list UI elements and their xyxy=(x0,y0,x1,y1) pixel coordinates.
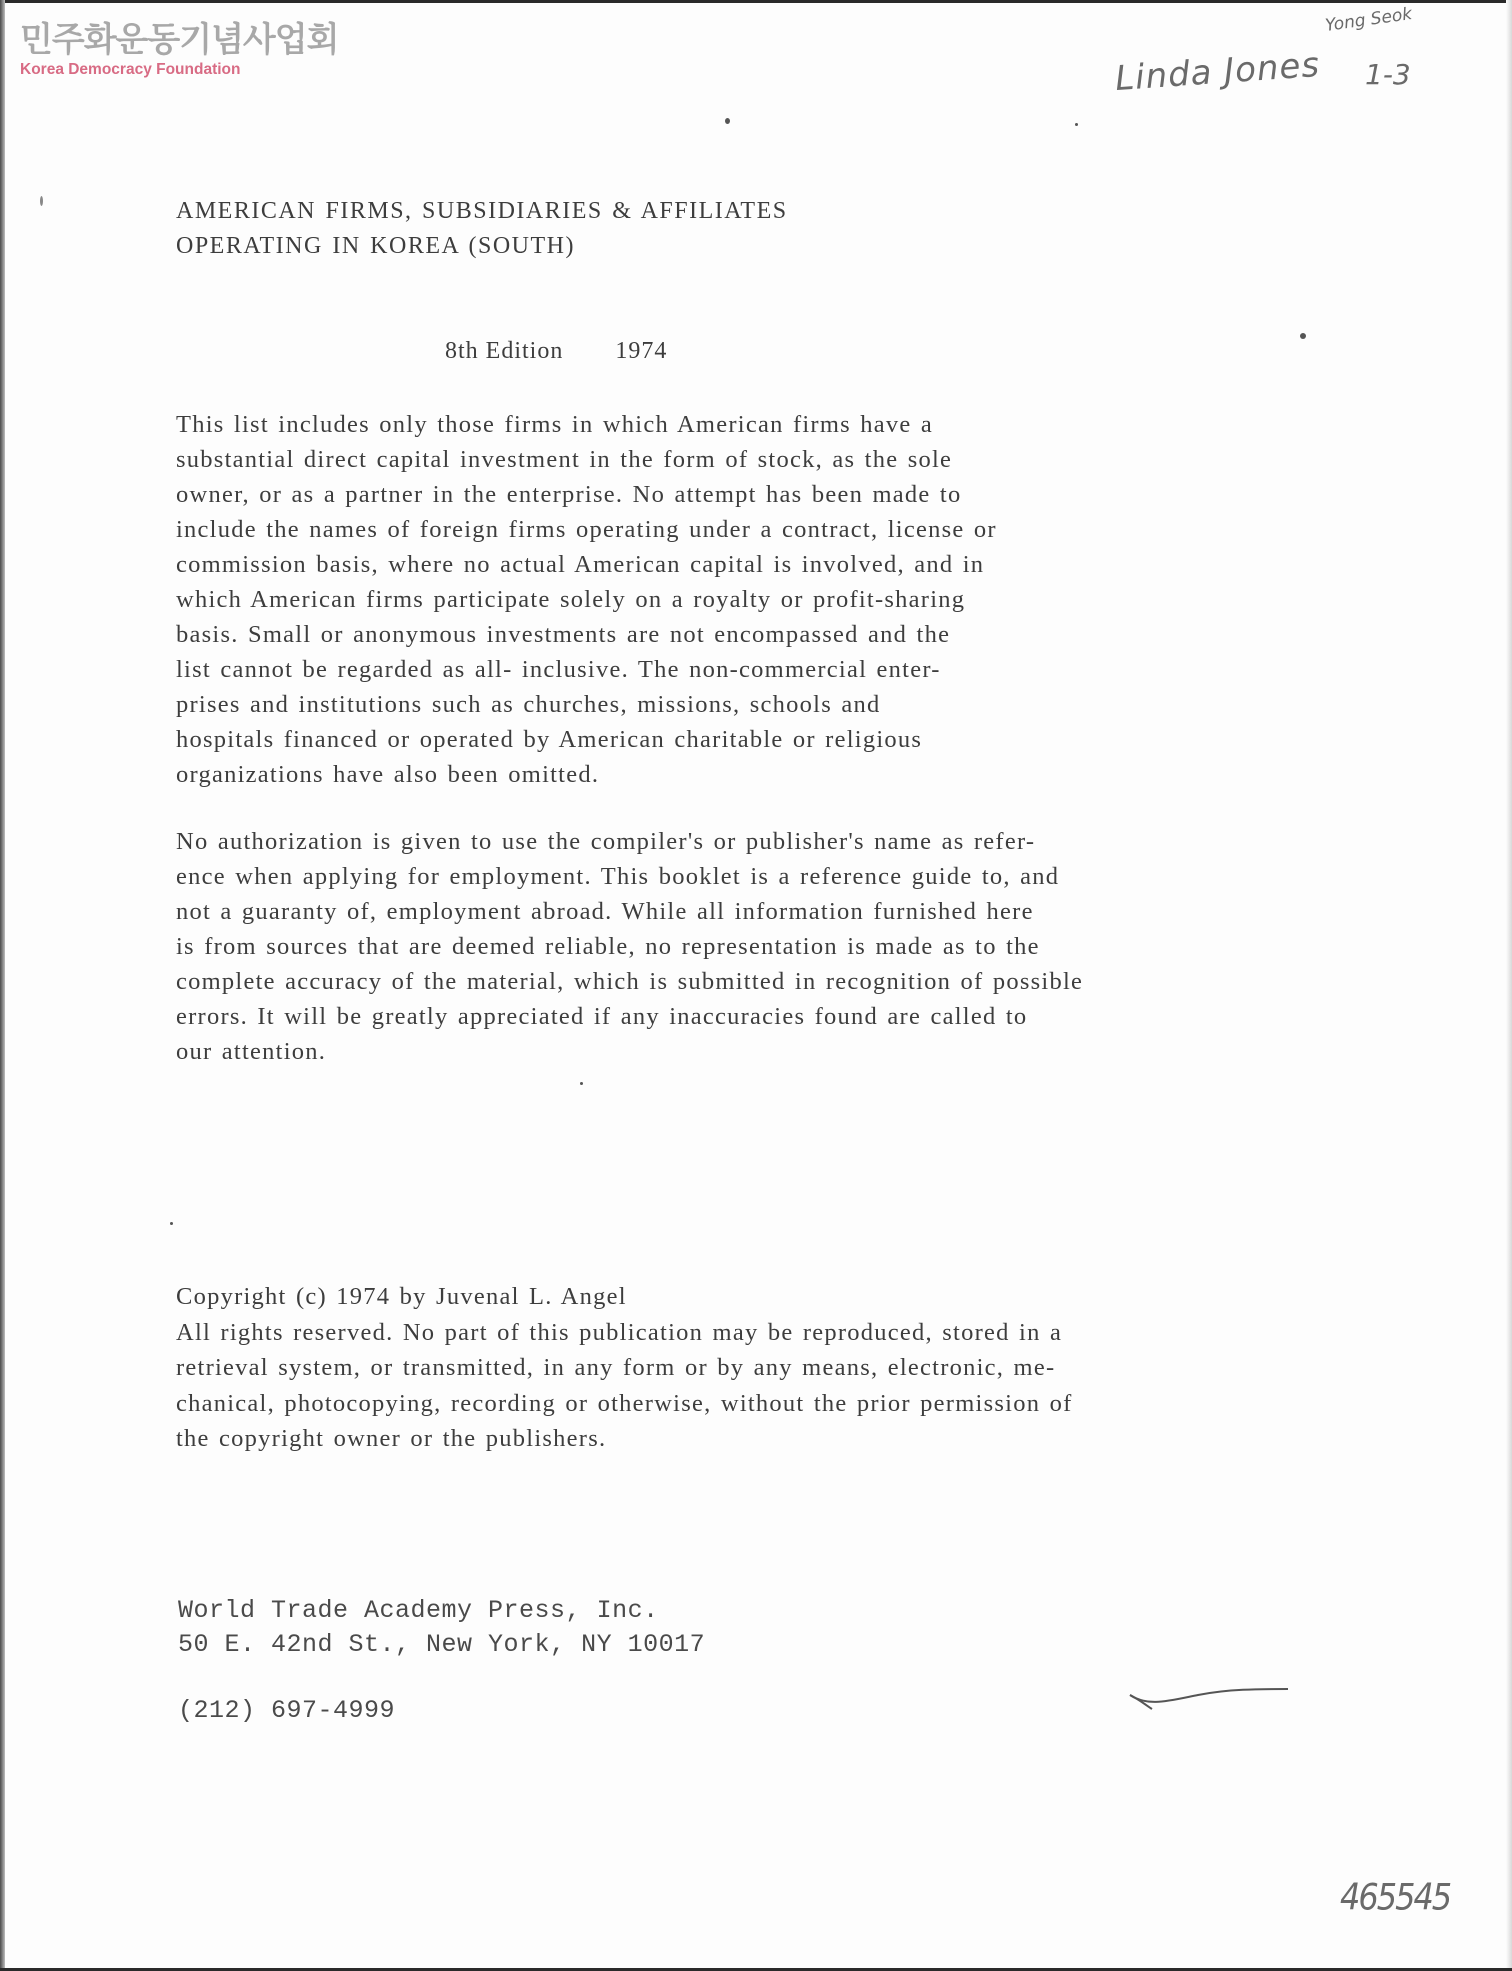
paragraph-line: prises and institutions such as churches, missions, schools and xyxy=(176,691,881,718)
scope-paragraph xyxy=(176,407,997,792)
copyright-notice xyxy=(176,1279,1072,1457)
copyright-line: Copyright (c) 1974 by Juvenal L. Angel xyxy=(176,1283,627,1310)
scan-left-edge xyxy=(0,0,5,1971)
disclaimer-paragraph xyxy=(176,824,1083,1069)
scan-right-edge xyxy=(1506,0,1512,1971)
paragraph-line: include the names of foreign firms operating under a contract, license or xyxy=(176,516,997,543)
handwritten-name: Linda Jones xyxy=(1113,44,1322,100)
copyright-line: the copyright owner or the publishers. xyxy=(176,1425,607,1452)
edition-label: 8th Edition xyxy=(445,338,564,364)
scan-speck xyxy=(1075,123,1078,126)
logo-korean-text: 민주화운동기념사업회 xyxy=(20,20,339,60)
scan-speck xyxy=(725,118,730,124)
document-title-line-1: AMERICAN FIRMS, SUBSIDIARIES & AFFILIATES xyxy=(176,198,788,224)
paragraph-line: which American firms participate solely on a royalty or profit-sharing xyxy=(176,586,966,613)
handwritten-top-note: Yong Seok xyxy=(1324,4,1414,36)
paragraph-line: list cannot be regarded as all- inclusive. The non-commercial enter- xyxy=(176,656,941,683)
document-title-line-2: OPERATING IN KOREA (SOUTH) xyxy=(176,233,575,259)
publisher-block xyxy=(178,1594,705,1728)
paragraph-line: No authorization is given to use the compiler's or publisher's name as refer- xyxy=(176,828,1036,855)
publisher-address: 50 E. 42nd St., New York, NY 10017 xyxy=(178,1630,706,1659)
paragraph-line: is from sources that are deemed reliable, no representation is made as to the xyxy=(176,933,1040,960)
paragraph-line: our attention. xyxy=(176,1038,327,1065)
paragraph-line: organizations have also been omitted. xyxy=(176,761,600,788)
publisher-phone: (212) 697-4999 xyxy=(178,1696,396,1725)
scan-speck xyxy=(1300,333,1306,339)
paragraph-line: hospitals financed or operated by American charitable or religious xyxy=(176,726,923,753)
paragraph-line: not a guaranty of, employment abroad. While all information furnished here xyxy=(176,898,1034,925)
handwritten-stroke-icon xyxy=(1128,1683,1290,1717)
handwritten-archive-number: 465545 xyxy=(1340,1875,1451,1919)
edition-line xyxy=(445,338,667,365)
logo-english-text: Korea Democracy Foundation xyxy=(20,61,241,78)
scan-speck xyxy=(40,196,43,206)
paragraph-line: ence when applying for employment. This booklet is a reference guide to, and xyxy=(176,863,1060,890)
paragraph-line: errors. It will be greatly appreciated if any inaccuracies found are called to xyxy=(176,1003,1028,1030)
paragraph-line: This list includes only those firms in which American firms have a xyxy=(176,411,934,438)
copyright-line: retrieval system, or transmitted, in any form or by any means, electronic, me- xyxy=(176,1354,1056,1381)
scan-speck xyxy=(580,1082,583,1085)
paragraph-line: basis. Small or anonymous investments are not encompassed and the xyxy=(176,621,951,648)
copyright-line: chanical, photocopying, recording or otherwise, without the prior permission of xyxy=(176,1389,1073,1417)
edition-year: 1974 xyxy=(615,338,668,364)
paragraph-line: commission basis, where no actual American capital is involved, and in xyxy=(176,551,985,578)
paragraph-line: complete accuracy of the material, which is submitted in recognition of possible xyxy=(176,968,1084,995)
paragraph-line: owner, or as a partner in the enterprise. No attempt has been made to xyxy=(176,481,962,508)
paragraph-line: substantial direct capital investment in the form of stock, as the sole xyxy=(176,446,953,473)
scan-speck xyxy=(170,1222,173,1225)
korea-democracy-foundation-logo xyxy=(20,20,338,79)
copyright-line: All rights reserved. No part of this publication may be reproduced, stored in a xyxy=(176,1318,1063,1346)
publisher-name: World Trade Academy Press, Inc. xyxy=(178,1596,659,1625)
handwritten-page-range: 1-3 xyxy=(1365,58,1411,91)
scan-top-edge xyxy=(0,0,1512,3)
